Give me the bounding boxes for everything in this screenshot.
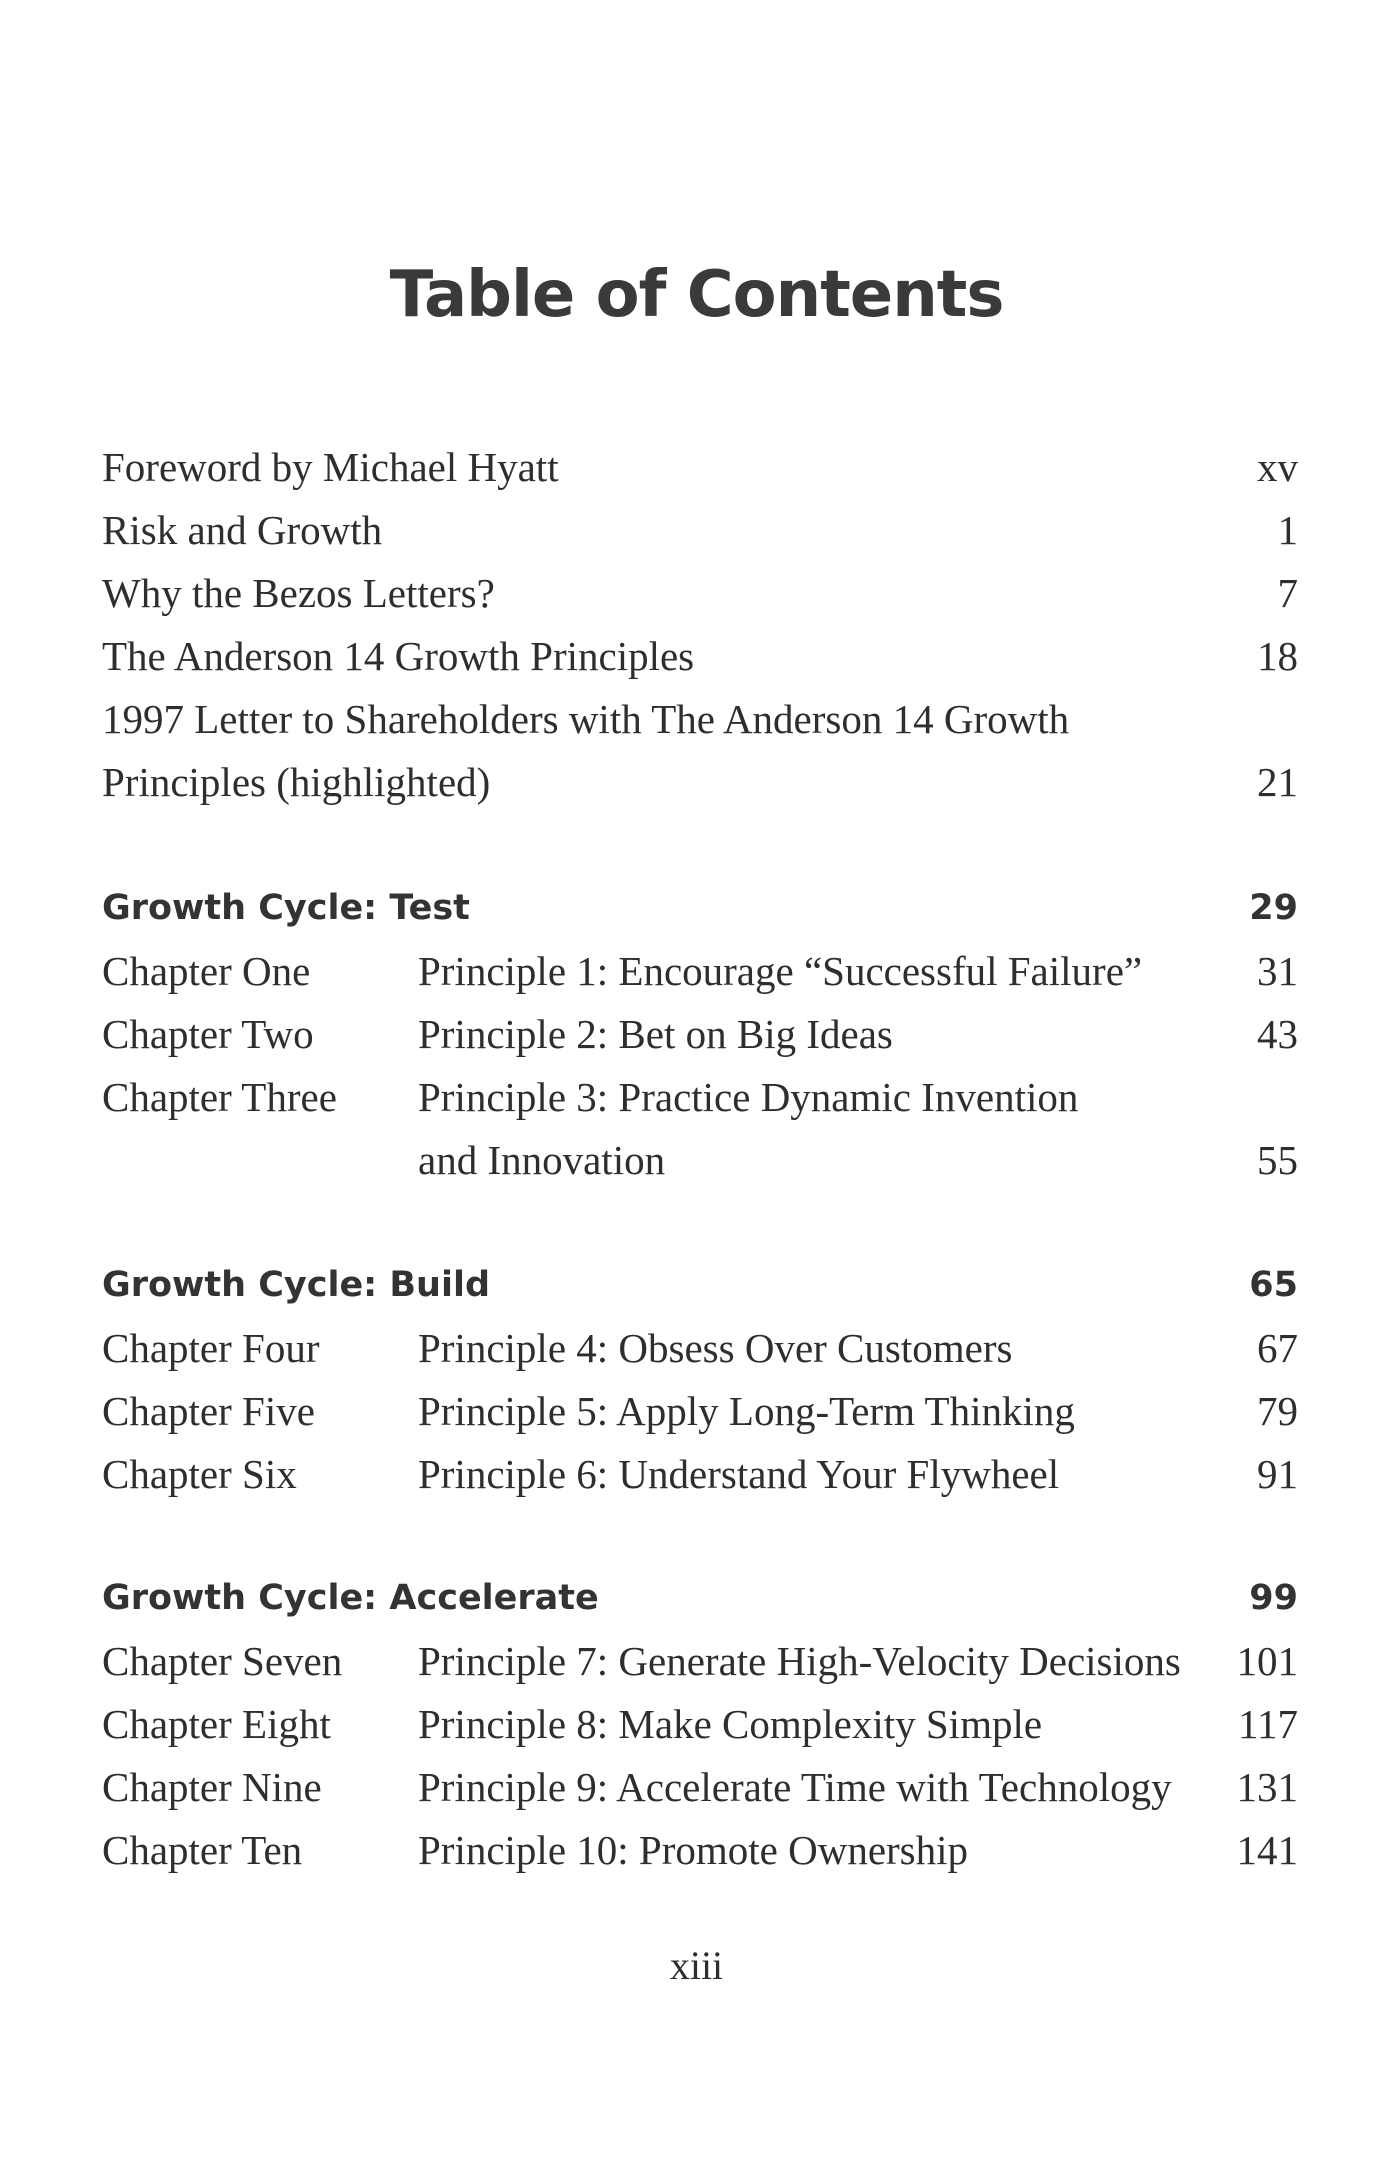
chapter-page: 101 <box>1236 1638 1298 1684</box>
section-heading[interactable] <box>102 1255 1298 1315</box>
principle-title: Principle 10: Promote Ownership <box>418 1827 969 1873</box>
chapter-page: 55 <box>1257 1137 1298 1183</box>
section-heading[interactable] <box>102 878 1298 938</box>
chapter-label: Chapter Eight <box>102 1701 331 1747</box>
chapter-label: Chapter Ten <box>102 1827 303 1873</box>
principle-title-line2: and Innovation <box>418 1137 666 1183</box>
toc-entry[interactable] <box>102 437 1298 497</box>
chapter-page: 131 <box>1236 1764 1298 1810</box>
principle-title: Principle 8: Make Complexity Simple <box>418 1701 1043 1747</box>
principle-title: Principle 1: Encourage “Successful Failure” <box>418 948 1143 994</box>
toc-entry-title: Risk and Growth <box>102 507 383 553</box>
chapter-label: Chapter Nine <box>102 1764 322 1810</box>
chapter-page: 141 <box>1236 1827 1298 1873</box>
toc-entry-page: xv <box>1257 444 1298 490</box>
section-heading-title: Growth Cycle: Build <box>102 1265 491 1305</box>
chapter-entry[interactable] <box>102 941 1298 1001</box>
toc-entry-title: The Anderson 14 Growth Principles <box>102 633 695 679</box>
chapter-label: Chapter Three <box>102 1074 337 1120</box>
toc-entry-continued[interactable] <box>102 752 1298 812</box>
chapter-page: 91 <box>1257 1451 1298 1497</box>
chapter-entry-continued[interactable] <box>102 1130 1298 1190</box>
toc-entry-title: 1997 Letter to Shareholders with The Anderson 14 Growth <box>102 696 1070 742</box>
chapter-page: 79 <box>1257 1388 1298 1434</box>
section-heading-page: 99 <box>1249 1578 1298 1618</box>
page-number: xiii <box>669 1943 724 1988</box>
toc-entry[interactable] <box>102 626 1298 686</box>
section-heading-title: Growth Cycle: Test <box>102 888 470 928</box>
chapter-label: Chapter One <box>102 948 311 994</box>
toc-entry[interactable] <box>102 689 1298 749</box>
section-heading-title: Growth Cycle: Accelerate <box>102 1578 599 1618</box>
toc-entry-title: Why the Bezos Letters? <box>102 570 495 616</box>
chapter-label: Chapter Seven <box>102 1638 343 1684</box>
toc-entry-page: 7 <box>1277 570 1298 616</box>
chapter-label: Chapter Five <box>102 1388 315 1434</box>
chapter-page: 117 <box>1238 1701 1298 1747</box>
section-heading[interactable] <box>102 1568 1298 1628</box>
principle-title: Principle 6: Understand Your Flywheel <box>418 1451 1060 1497</box>
chapter-page: 67 <box>1257 1325 1298 1371</box>
principle-title: Principle 5: Apply Long-Term Thinking <box>418 1388 1075 1434</box>
chapter-entry[interactable] <box>102 1757 1298 1817</box>
section-heading-page: 65 <box>1249 1265 1298 1305</box>
principle-title: Principle 4: Obsess Over Customers <box>418 1325 1013 1371</box>
chapter-label: Chapter Two <box>102 1011 314 1057</box>
chapter-page: 43 <box>1257 1011 1298 1057</box>
chapter-label: Chapter Six <box>102 1451 297 1497</box>
chapter-entry[interactable] <box>102 1004 1298 1064</box>
toc-entry-page: 1 <box>1277 507 1298 553</box>
toc-entry[interactable] <box>102 500 1298 560</box>
toc-entry-title: Foreword by Michael Hyatt <box>102 444 559 490</box>
chapter-entry[interactable] <box>102 1318 1298 1378</box>
chapter-entry[interactable] <box>102 1694 1298 1754</box>
toc-entry-page: 18 <box>1257 633 1298 679</box>
chapter-entry[interactable] <box>102 1820 1298 1880</box>
principle-title: Principle 3: Practice Dynamic Invention <box>418 1074 1079 1120</box>
principle-title: Principle 2: Bet on Big Ideas <box>418 1011 893 1057</box>
toc-entry-page: 21 <box>1257 759 1298 805</box>
chapter-entry[interactable] <box>102 1444 1298 1504</box>
toc-entry[interactable] <box>102 563 1298 623</box>
chapter-label: Chapter Four <box>102 1325 320 1371</box>
chapter-entry[interactable] <box>102 1067 1298 1127</box>
toc-entry-title-line2: Principles (highlighted) <box>102 759 491 805</box>
chapter-entry[interactable] <box>102 1631 1298 1691</box>
principle-title: Principle 9: Accelerate Time with Technology <box>418 1764 1172 1810</box>
page-title: Table of Contents <box>389 258 1004 332</box>
chapter-entry[interactable] <box>102 1381 1298 1441</box>
chapter-page: 31 <box>1257 948 1298 994</box>
principle-title: Principle 7: Generate High-Velocity Decisions <box>418 1638 1181 1684</box>
section-heading-page: 29 <box>1249 888 1298 928</box>
